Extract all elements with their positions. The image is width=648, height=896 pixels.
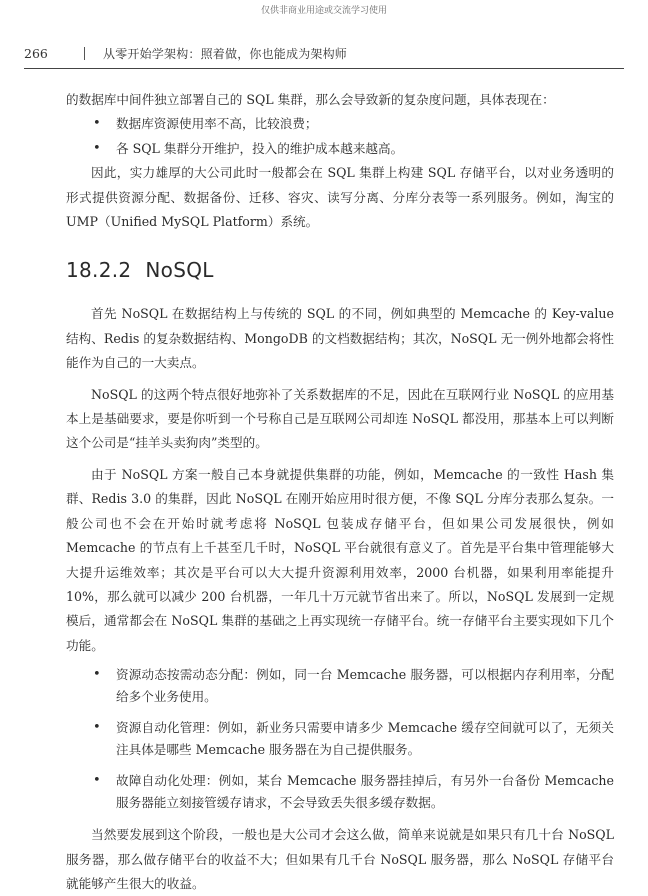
- header-divider: [84, 47, 85, 60]
- bullet-icon: •: [93, 773, 101, 789]
- list-item-text: 各 SQL 集群分开维护，投入的维护成本越来越高。: [116, 140, 404, 156]
- list-item-text: 资源动态按需动态分配：例如，同一台 Memcache 服务器，可以根据内存利用率，分配给多个业务使用。: [116, 667, 614, 705]
- page-number: 266: [24, 45, 48, 61]
- section-number: 18.2.2: [66, 258, 132, 283]
- watermark-text: 仅供非商业用途或交流学习使用: [260, 6, 387, 16]
- list-item-text: 故障自动化处理：例如，某台 Memcache 服务器挂掉后，有另外一台备份 Memcache 服务器能立刻接管缓存请求，不会导致丢失很多缓存数据。: [116, 773, 614, 811]
- bullet-icon: •: [93, 667, 101, 683]
- list-item: [66, 770, 614, 814]
- book-title: 从零开始学架构：照着做，你也能成为架构师: [103, 46, 348, 61]
- bullet-icon: •: [93, 116, 101, 132]
- bullet-list-problems: [66, 112, 614, 161]
- list-item: [66, 112, 614, 136]
- paragraph: 由于 NoSQL 方案一般自己本身就提供集群的功能，例如，Memcache 的一致性 Hash 集群、Redis 3.0 的集群，因此 NoSQL 在刚开始应用时很方便，不像 SQL 分库分表那么复杂。一般公司也不会在开始时就考虑将 NoSQL 包装成存储平台，但如果公司发展很快，例如 Memcache 的节点有上千甚至几千时，NoSQL 平台就很有意义了。首先是平台集中管理能够大大提升运维效率；其次是平台可以大大提升资源利用效率，2000 台机器，如果利用率能提升 10%，那么就可以减少 200 台机器，一年几十万元就节省出来了。所以，NoSQL 发展到一定规模后，通常都会在 NoSQL 集群的基础之上再实现统一存储平台。统一存储平台主要实现如下几个功能。: [66, 466, 614, 653]
- bullet-list-features: [66, 664, 614, 814]
- list-item: [66, 137, 614, 161]
- paragraph-ump: 因此，实力雄厚的大公司此时一般都会在 SQL 集群上构建 SQL 存储平台，以对业务透明的形式提供资源分配、数据备份、迁移、容灾、读写分离、分库分表等一系列服务。例如，淘宝的 UMP（Unified MySQL Platform）系统。: [66, 165, 614, 230]
- page-body: [66, 88, 614, 896]
- paragraph-continued: 的数据库中间件独立部署自己的 SQL 集群，那么会导致新的复杂度问题，具体表现在：: [66, 92, 555, 107]
- paragraph: 首先 NoSQL 在数据结构上与传统的 SQL 的不同，例如典型的 Memcache 的 Key-value 结构、Redis 的复杂数据结构、MongoDB 的文档数据结构；其次，NoSQL 无一例外地都会将性能作为自己的一大卖点。: [66, 306, 614, 371]
- section-heading: [66, 256, 614, 284]
- header-rule: [24, 68, 624, 69]
- paragraph: NoSQL 的这两个特点很好地弥补了关系数据库的不足，因此在互联网行业 NoSQL 的应用基本上是基础要求，要是你听到一个号称自己是互联网公司却连 NoSQL 都没用，那基本上可以判断这个公司是“挂羊头卖狗肉”类型的。: [66, 386, 614, 451]
- list-item-text: 数据库资源使用率不高，比较浪费；: [116, 116, 318, 132]
- list-item: [66, 664, 614, 708]
- bullet-icon: •: [93, 140, 101, 156]
- list-item: [66, 717, 614, 761]
- section-title: NoSQL: [145, 258, 214, 283]
- running-header: [24, 44, 624, 62]
- bullet-icon: •: [93, 720, 101, 736]
- paragraph: 当然要发展到这个阶段，一般也是大公司才会这么做，简单来说就是如果只有几十台 NoSQL 服务器，那么做存储平台的收益不大；但如果有几千台 NoSQL 服务器，那么 NoSQL 存储平台就能够产生很大的收益。: [66, 827, 614, 891]
- list-item-text: 资源自动化管理：例如，新业务只需要申请多少 Memcache 缓存空间就可以了，无须关注具体是哪些 Memcache 服务器在为自己提供服务。: [116, 720, 614, 758]
